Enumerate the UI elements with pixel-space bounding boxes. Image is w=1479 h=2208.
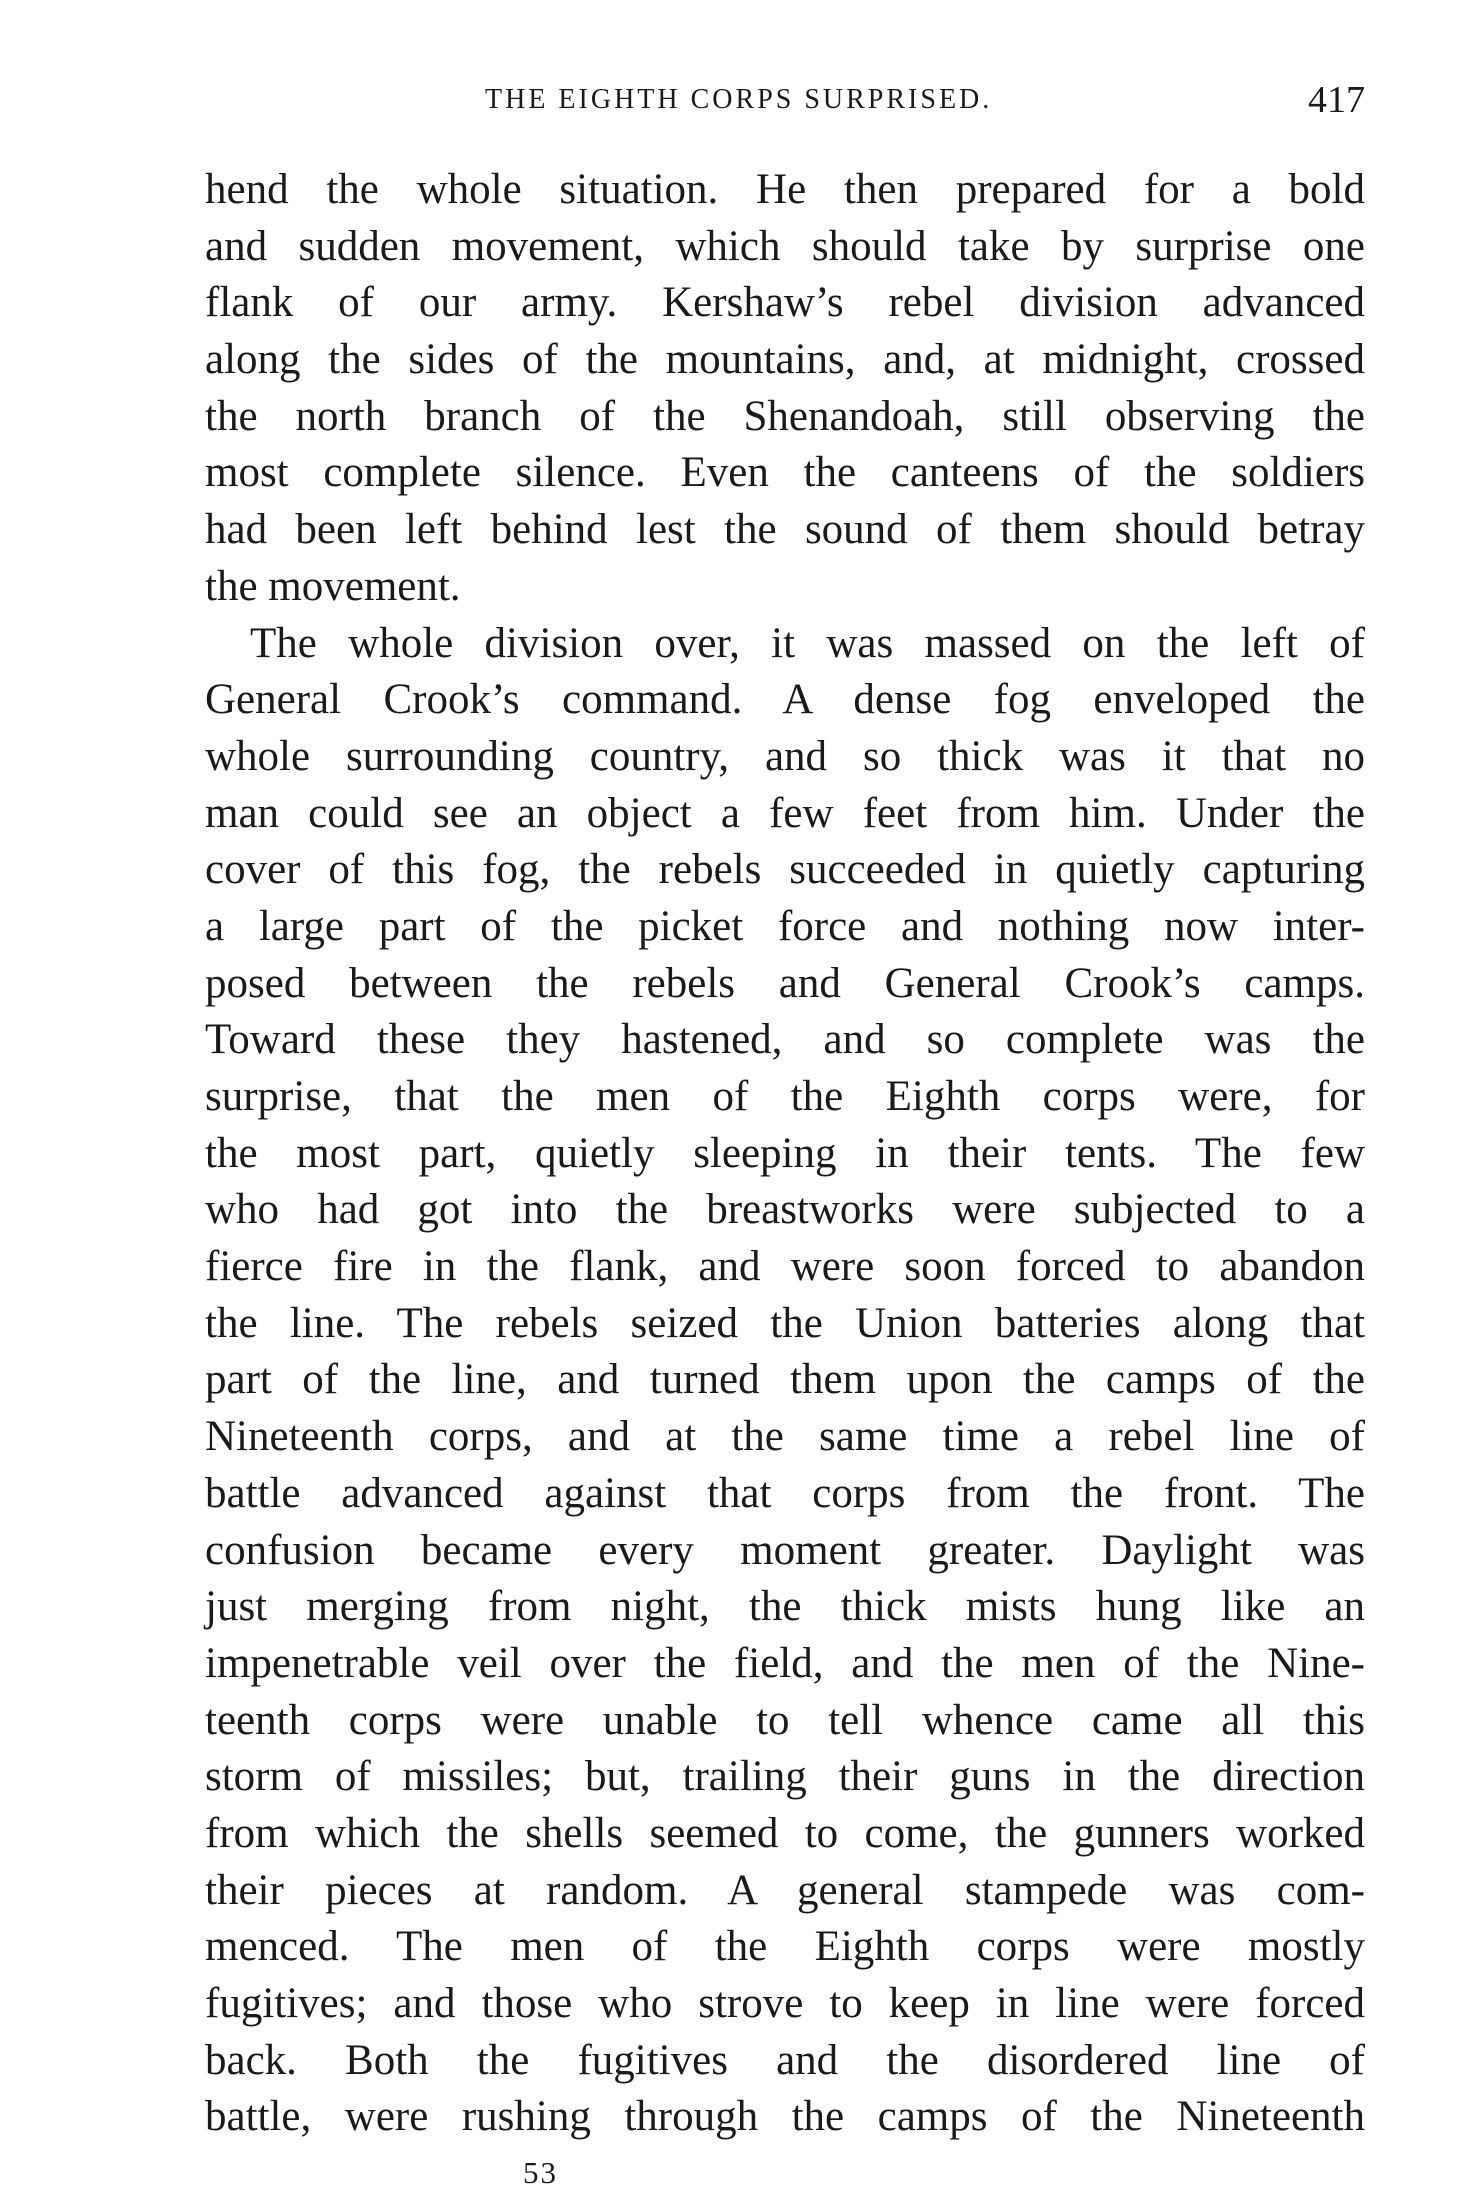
text-line: battle, were rushing through the camps of the Nineteenth [205, 2093, 1365, 2141]
text-line: their pieces at random. A general stampede was com- [205, 1866, 1365, 1914]
text-line: the movement. [205, 562, 461, 610]
text-line: the line. The rebels seized the Union batteries along that [205, 1299, 1365, 1347]
text-line: part of the line, and turned them upon the camps of the [205, 1356, 1365, 1404]
text-line: and sudden movement, which should take by surprise one [205, 222, 1365, 270]
text-line: impenetrable veil over the field, and the men of the Nine- [205, 1639, 1365, 1687]
text-line: confusion became every moment greater. Daylight was [205, 1526, 1365, 1574]
text-line: General Crook’s command. A dense fog enveloped the [205, 676, 1365, 724]
text-line: surprise, that the men of the Eighth corps were, for [205, 1073, 1365, 1120]
text-line: the north branch of the Shenandoah, still observing the [205, 392, 1365, 440]
text-line: the most part, quietly sleeping in their tents. The few [205, 1129, 1365, 1177]
text-line: teenth corps were unable to tell whence came all this [205, 1696, 1365, 1744]
paragraph [205, 616, 1365, 2147]
text-line: cover of this fog, the rebels succeeded in quietly capturing [205, 846, 1365, 894]
text-line: had been left behind lest the sound of them should betray [205, 506, 1365, 554]
text-line: most complete silence. Even the canteens of the soldiers [205, 449, 1365, 497]
text-line: The whole division over, it was massed on the left of [250, 619, 1365, 667]
text-line: Nineteenth corps, and at the same time a rebel line of [205, 1413, 1365, 1461]
text-line: whole surrounding country, and so thick was it that no [205, 732, 1365, 780]
page-number: 417 [1308, 79, 1365, 121]
text-line: posed between the rebels and General Crook’s camps. [205, 959, 1365, 1007]
running-title: THE EIGHTH CORPS SURPRISED. [485, 84, 993, 115]
text-line: who had got into the breastworks were subjected to a [205, 1186, 1365, 1234]
text-line: fierce fire in the flank, and were soon forced to abandon [205, 1243, 1365, 1291]
text-line: menced. The men of the Eighth corps were mostly [205, 1923, 1365, 1971]
text-line: battle advanced against that corps from the front. The [205, 1469, 1365, 1517]
text-line: man could see an object a few feet from him. Under the [205, 789, 1365, 837]
paragraph [205, 162, 1365, 616]
text-line: from which the shells seemed to come, the gunners worked [205, 1809, 1365, 1857]
text-line: back. Both the fugitives and the disordered line of [205, 2036, 1365, 2084]
text-line: along the sides of the mountains, and, at midnight, crossed [205, 336, 1365, 384]
text-line: storm of missiles; but, trailing their guns in the direction [205, 1753, 1365, 1801]
text-line: a large part of the picket force and nothing now inter- [205, 902, 1365, 950]
text-line: Toward these they hastened, and so complete was the [205, 1016, 1365, 1064]
signature-mark: 53 [523, 2155, 558, 2190]
text-line: just merging from night, the thick mists hung like an [205, 1583, 1365, 1631]
text-line: hend the whole situation. He then prepared for a bold [205, 166, 1365, 213]
page-header [205, 78, 1365, 128]
body-text [205, 162, 1365, 2146]
text-line: fugitives; and those who strove to keep in line were forced [205, 1980, 1365, 2027]
text-line: flank of our army. Kershaw’s rebel division advanced [205, 279, 1365, 327]
